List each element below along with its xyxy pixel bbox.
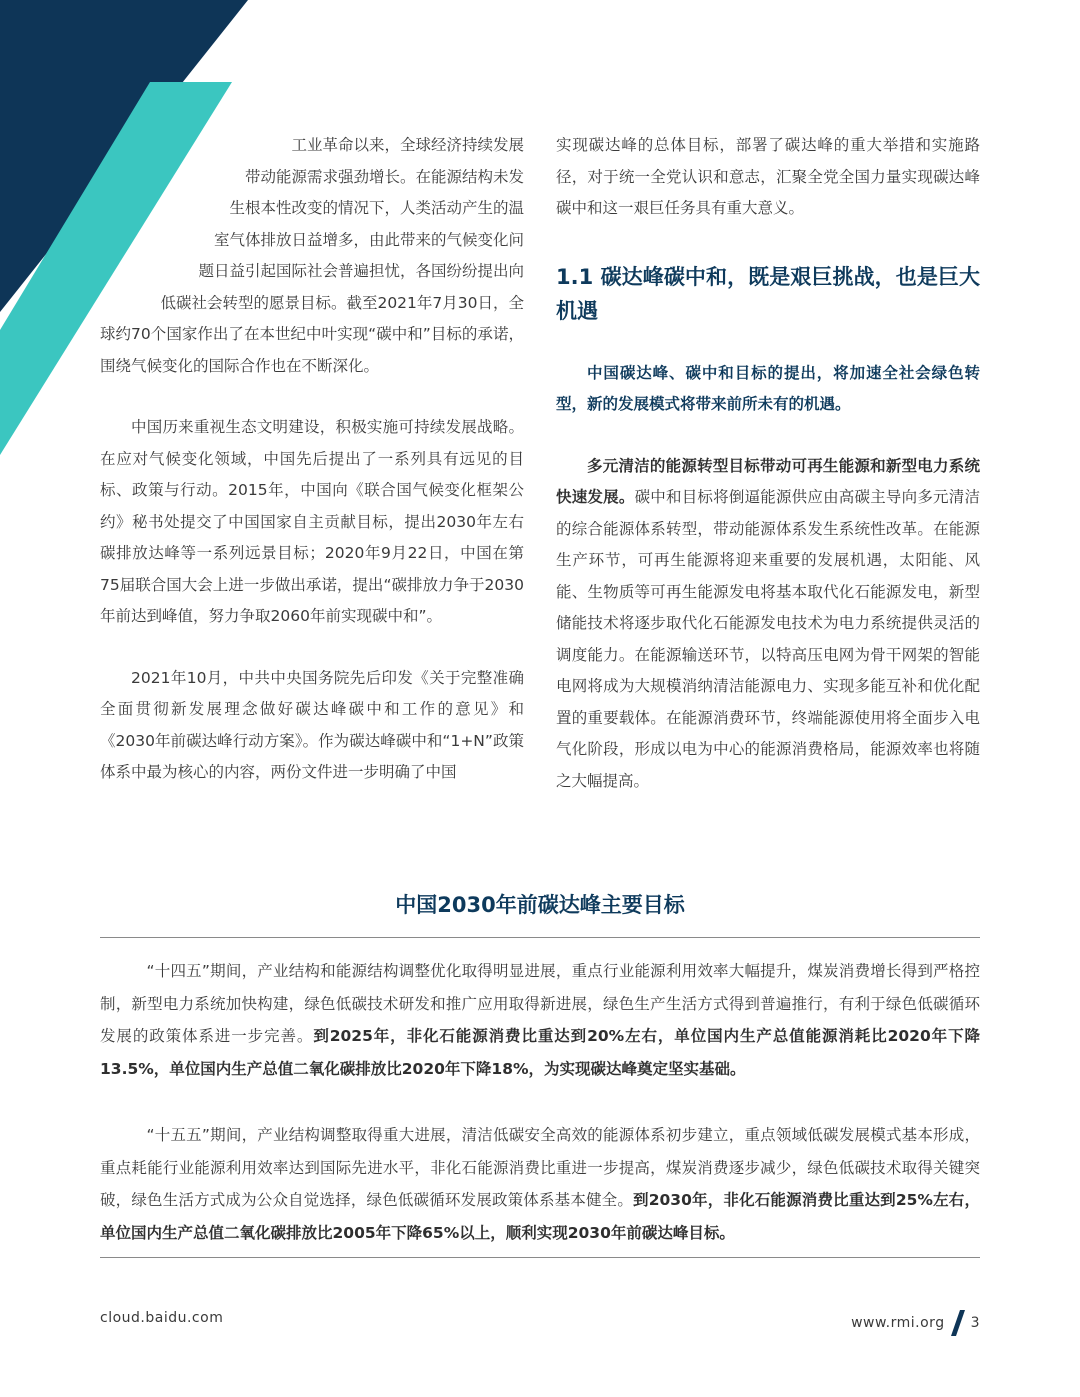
left-column <box>100 130 524 789</box>
fourteenth-plan-text: “十四五”期间，产业结构和能源结构调整优化取得明显进展，重点行业能源利用效率大幅提升，煤炭消费增长得到严格控制，新型电力系统加快构建，绿色低碳技术研发和推广应用取得新进展，绿色生产生活方式得到普遍推行，有利于绿色低碳循环发展的政策体系进一步完善。 <box>100 962 980 1045</box>
policy-paragraph-continued: 实现碳达峰的总体目标，部署了碳达峰的重大举措和实施路径，对于统一全党认识和意志，汇聚全党全国力量实现碳达峰碳中和这一艰巨任务具有重大意义。 <box>556 136 980 217</box>
fifteenth-plan-text: “十五五”期间，产业结构调整取得重大进展，清洁低碳安全高效的能源体系初步建立，重点领域低碳发展模式基本形成，重点耗能行业能源利用效率达到国际先进水平，非化石能源消费比重进一步提高，煤炭消费逐步减少，绿色低碳技术取得关键突破，绿色生活方式成为公众自觉选择，绿色低碳循环发展政策体系基本健全。 <box>100 1126 980 1209</box>
slash-icon <box>951 1310 965 1336</box>
highlight-statement: 中国碳达峰、碳中和目标的提出，将加速全社会绿色转型，新的发展模式将带来前所未有的机遇。 <box>556 363 980 413</box>
fourteenth-plan-paragraph <box>100 955 980 1085</box>
target-2025-text: 到2025年，非化石能源消费比重达到20%左右，单位国内生产总值能源消耗比2020年下降13.5%，单位国内生产总值二氧化碳排放比2020年下降18%，为实现碳达峰奠定坚实基础。 <box>100 1027 980 1078</box>
footer-website: www.rmi.org <box>851 1315 945 1331</box>
page-number: 3 <box>970 1315 980 1331</box>
intro-line: 低碳社会转型的愿景目标。截至2021年7月30日，全 <box>160 293 524 312</box>
intro-lead-lines <box>100 130 524 319</box>
policy-paragraph: 2021年10月，中共中央国务院先后印发《关于完整准确全面贯彻新发展理念做好碳达峰碳中和工作的意见》和《2030年前碳达峰行动方案》。作为碳达峰碳中和“1+N”政策体系中最为核心的内容，两份文件进一步明确了中国 <box>100 668 524 781</box>
footer-source: cloud.baidu.com <box>100 1310 224 1326</box>
targets-box-title: 中国2030年前碳达峰主要目标 <box>395 893 685 917</box>
intro-line: 题日益引起国际社会普遍担忧，各国纷纷提出向 <box>198 262 524 280</box>
top-divider <box>100 937 980 938</box>
footer-right <box>851 1310 980 1336</box>
energy-transition-body: 碳中和目标将倒逼能源供应由高碳主导向多元清洁的综合能源体系转型，带动能源体系发生系统性改革。在能源生产环节，可再生能源将迎来重要的发展机遇，太阳能、风能、生物质等可再生能源发电将基本取代化石能源发电，新型储能技术将逐步取代化石能源发电技术为电力系统提供灵活的调度能力。在能源输送环节，以特高压电网为骨干网架的智能电网将成为大规模消纳清洁能源电力、实现多能互补和优化配置的重要载体。在能源消费环节，终端能源使用将全面步入电气化阶段，形成以电为中心的能源消费格局，能源效率也将随之大幅提高。 <box>556 488 980 790</box>
ecology-paragraph: 中国历来重视生态文明建设，积极实施可持续发展战略。在应对气候变化领域，中国先后提出了一系列具有远见的目标、政策与行动。2015年，中国向《联合国气候变化框架公约》秘书处提交了中国国家自主贡献目标，提出2030年左右碳排放达峰等一系列远景目标；2020年9月22日，中国在第75届联合国大会上进一步做出承诺，提出“碳排放力争于2030年前达到峰值，努力争取2060年前实现碳中和”。 <box>100 418 524 625</box>
intro-line: 室气体排放日益增多，由此带来的气候变化问 <box>213 230 524 249</box>
bottom-divider <box>100 1257 980 1258</box>
fifteenth-plan-paragraph <box>100 1119 980 1249</box>
intro-paragraph-rest: 球约70个国家作出了在本世纪中叶实现“碳中和”目标的承诺，围绕气候变化的国际合作也在不断深化。 <box>100 325 524 375</box>
section-heading: 1.1 碳达峰碳中和，既是艰巨挑战，也是巨大机遇 <box>556 264 980 323</box>
intro-line: 生根本性改变的情况下，人类活动产生的温 <box>229 199 524 217</box>
target-2030-text: 到2030年，非化石能源消费比重达到25%左右，单位国内生产总值二氧化碳排放比2005年下降65%以上，顺利实现2030年前碳达峰目标。 <box>100 1191 980 1242</box>
right-column <box>556 130 980 797</box>
energy-transition-lead: 多元清洁的能源转型目标带动可再生能源和新型电力系统快速发展。 <box>556 456 980 506</box>
intro-line: 带动能源需求强劲增长。在能源结构未发 <box>244 167 524 186</box>
targets-box-body <box>100 955 980 1249</box>
intro-line: 工业革命以来，全球经济持续发展 <box>291 136 524 154</box>
energy-transition-paragraph <box>556 451 980 798</box>
